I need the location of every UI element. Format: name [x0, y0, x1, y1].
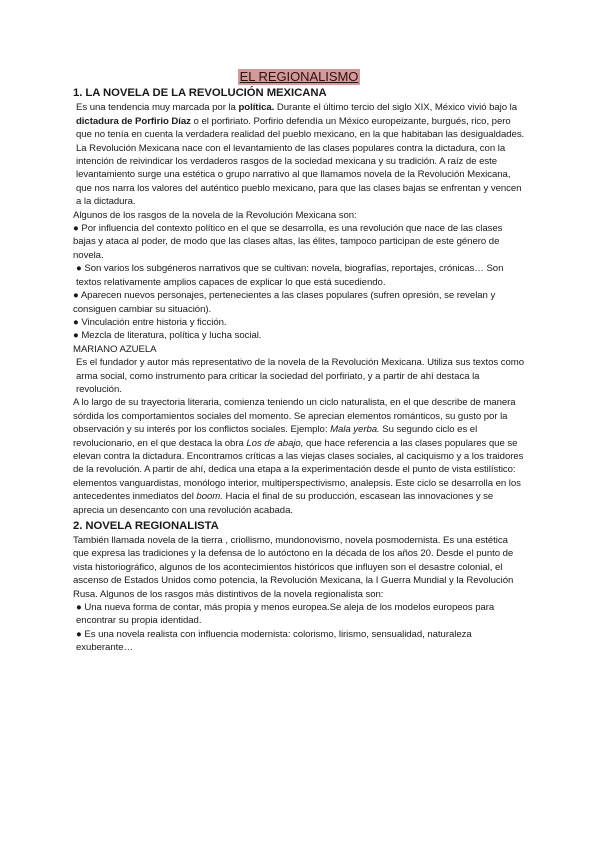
section-1-intro: Es una tendencia muy marcada por la política. Durante el último tercio del siglo XIX, México vivió bajo la dictadura de Porfirio Díaz o el porfiriato. Porfirio defendía un México europeizante, burgués, rico, pero que no tenía en cuenta la verdadera realidad del pueblo mexicano, en la que habitaban las desigualdades. La Revolución Mexicana nace con el levantamiento de las clases populares contra la dictadura, con la intención de reivindicar los verdaderos rasgos de la sociedad mexicana y su tradición. A raíz de este levantamiento surge una estética o grupo narrativo al que llamamos novela de la Revolución Mexicana, que nos narra los valores del auténtico pueblo mexicano, para que las clases bajas se enfrentan y vencen a la dictadura.: [76, 102, 525, 208]
list-item: ● Son varios los subgéneros narrativos que se cultivan: novela, biografías, reportajes, crónicas… Son textos relativamente amplios capaces de explicar lo que está sucediendo.: [76, 263, 504, 288]
document-body: [73, 69, 525, 655]
list-item: ● Mezcla de literatura, política y lucha social.: [73, 330, 262, 342]
list-item: ● Una nueva forma de contar, más propia y menos europea.Se aleja de los modelos europeos para encontrar su propia identidad.: [76, 602, 495, 627]
keyword-politica: política.: [238, 102, 275, 114]
traits-intro: Algunos de los rasgos de la novela de la Revolución Mexicana son:: [73, 209, 357, 221]
author-paragraph-2: A lo largo de su trayectoria literaria, comienza teniendo un ciclo naturalista, en el que describe de manera sórdida los comportamientos sociales del momento. Se aprecian elementos románticos, su gusto por la observación y su interés por los conflictos sociales. Ejemplo: Mala yerba. Su segundo ciclo es el revolucionario, en el que destaca la obra Los de abajo, que hace referencia a las clases populares que se elevan contra la dictadura. Encontramos críticas a las viejas clases sociales, al caciquismo y a los traidores de la revolución. A partir de ahí, dedica una etapa a la experimentación desde el punto de vista estilístico: elementos vanguardistas, monólogo interior, multiperspectivismo, analepsis. Este ciclo se desarrolla en los antecedentes inmediatos del boom. Hacia el final de su producción, escasean las innovaciones y se aprecia un desencanto con una revolución acabada.: [73, 397, 524, 516]
list-item: ● Aparecen nuevos personajes, pertenecientes a las clases populares (sufren opresión, se revelan y consiguen cambiar su situación).: [73, 290, 496, 315]
list-item: ● Es una novela realista con influencia modernista: colorismo, lirismo, sensualidad, naturaleza exuberante…: [76, 628, 472, 654]
section-2-heading: 2. NOVELA REGIONALISTA: [73, 520, 219, 532]
term-boom: boom.: [196, 491, 223, 503]
list-item: ● Por influencia del contexto político en el que se desarrolla, es una revolución que nace de las clases bajas y ataca al poder, de modo que las clases altas, las élites, tampoco participan de este género de novela.: [73, 223, 503, 261]
author-paragraph-1: Es el fundador y autor más representativo de la novela de la Revolución Mexicana. Utiliza sus textos como arma social, como instrumento para criticar la sociedad del porfiriato, y a partir de ahí destaca la revolución.: [76, 357, 525, 395]
keyword-dictadura: dictadura de Porfirio Díaz: [76, 115, 191, 127]
document-title: EL REGIONALISMO: [239, 69, 359, 84]
list-item: ● Vinculación entre historia y ficción.: [73, 316, 227, 328]
section-1-heading: 1. LA NOVELA DE LA REVOLUCIÓN MEXICANA: [73, 87, 327, 100]
section-2-intro: También llamada novela de la tierra , criollismo, mundonovismo, novela posmodernista. Es una estética que expresa las tradiciones y la defensa de lo autóctono en la década de los años 20. Desde el punto de vista historiográfico, algunos de los acontecimientos históricos que influyen son el desastre colonial, el ascenso de Estados Unidos como potencia, la Revolución Mexicana, la I Guerra Mundial y la Revolución Rusa. Algunos de los rasgos más distintivos de la novela regionalista son:: [73, 535, 514, 600]
work-title-los-de-abajo: Los de abajo,: [246, 437, 304, 449]
author-name: MARIANO AZUELA: [73, 343, 157, 355]
title-row: [73, 69, 525, 85]
work-title-mala-yerba: Mala yerba.: [330, 424, 380, 436]
